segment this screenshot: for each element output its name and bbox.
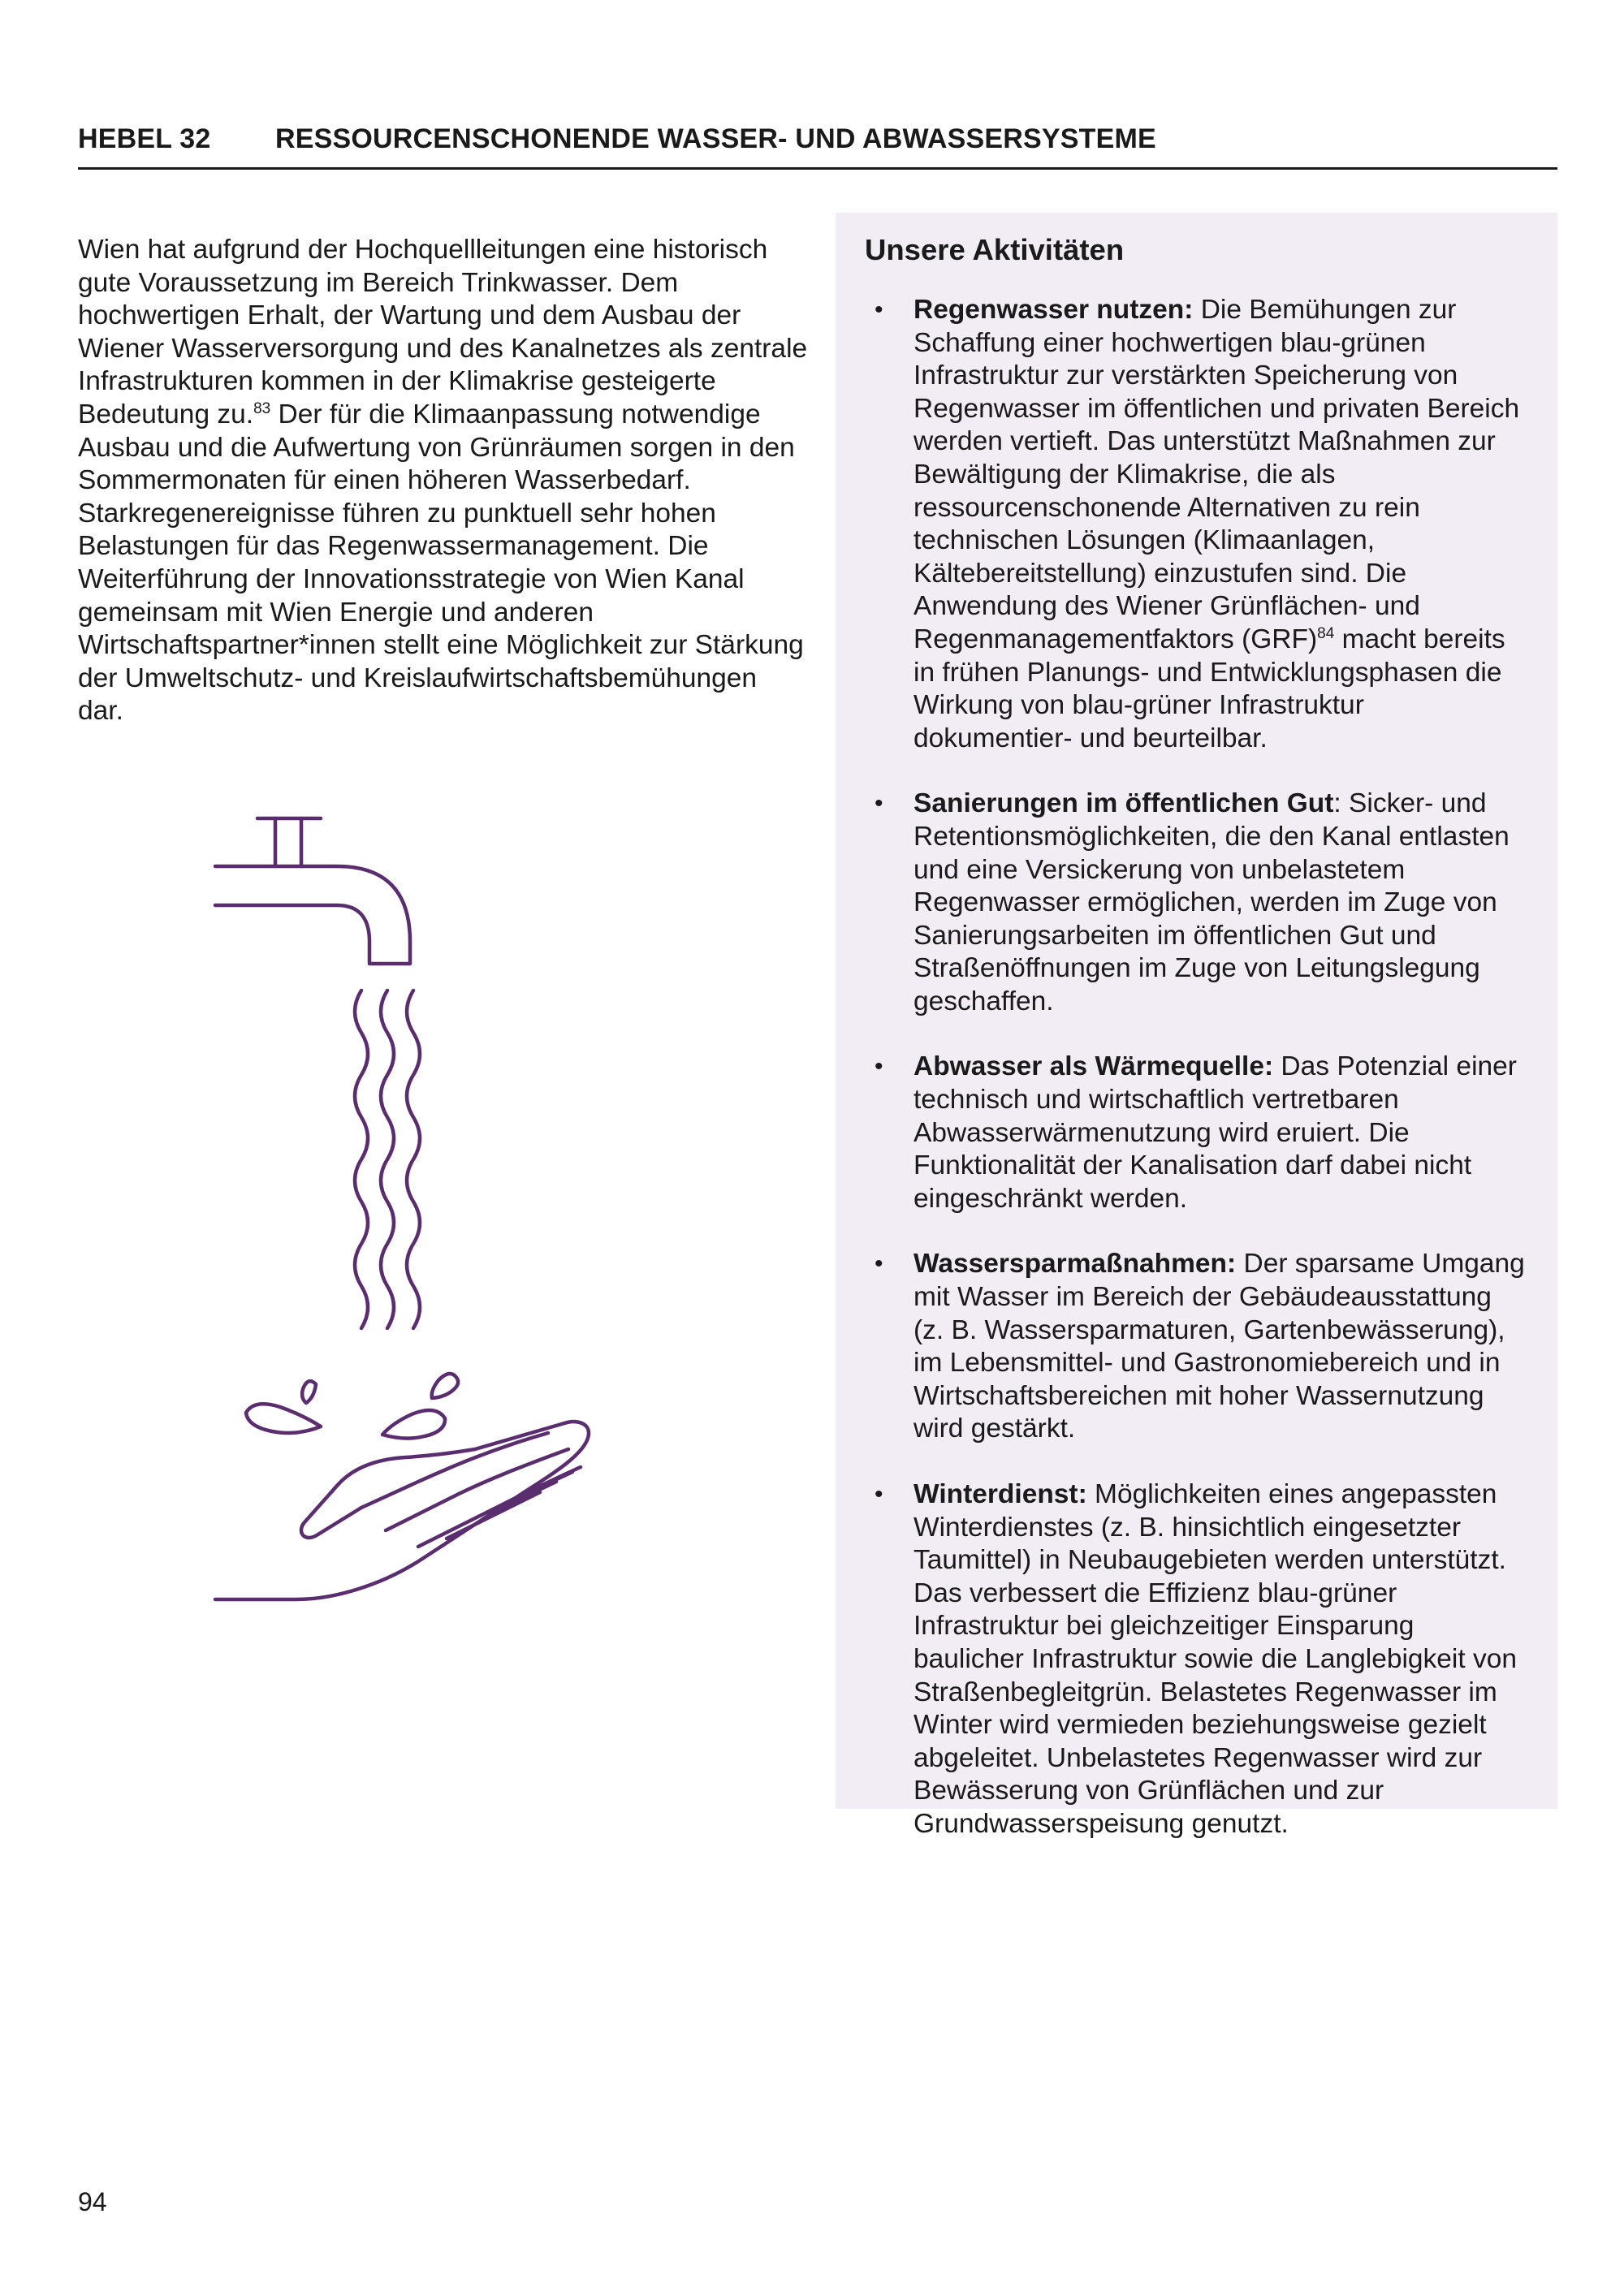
activity-rainwater xyxy=(865,294,1527,755)
hand-finger-4 xyxy=(447,1492,540,1539)
activity-text: : Sicker- und Retentionsmöglichkeiten, die den Kanal entlasten und eine Versickerung von unbelastetem Regenwasser ermöglichen, werden im Zuge von Sanierungsarbeiten im öffentlichen Gut und Straßenöffnungen im Zuge von Leitungslegung geschaffen. xyxy=(914,788,1510,1016)
droplet-center xyxy=(382,1410,445,1439)
tap-spout xyxy=(215,866,410,964)
activity-wastewater-heat xyxy=(865,1051,1527,1215)
droplet-left xyxy=(246,1404,321,1433)
activity-text: Die Bemühungen zur Schaffung einer hochwertigen blau-grünen Infrastruktur zur verstärkten Speicherung von Regenwasser im öffentlichen und privaten Bereich werden vertieft. Das unterstützt Maßnahmen zur Bewältigung der Klimakrise, die als ressourcenschonende Alternativen zu rein technischen Lösungen (Klimaanlagen, Kältebereitstellung) einzustufen sind. Die Anwendung des Wiener Grünflächen- und Regenmanagementfaktors (GRF) xyxy=(914,295,1520,654)
activity-text: Möglichkeiten eines angepassten Winterdienstes (z. B. hinsichtlich eingesetzter Taumittel) in Neubaugebieten werden unterstützt. Das verbessert die Effizienz blau-grüner Infrastruktur bei gleichzeitiger Einsparung baulicher Infrastruktur sowie die Langlebigkeit von Straßenbegleitgrün. Belastetes Regenwasser im Winter wird vermieden beziehungsweise gezielt abgeleitet. Unbelastetes Regenwasser wird zur Bewässerung von Grünflächen und zur Grundwasserspeisung genutzt. xyxy=(914,1479,1518,1839)
bullet-icon: • xyxy=(875,296,883,323)
intro-text: Wien hat aufgrund der Hochquellleitungen eine historisch gute Voraussetzung im Bereich Trinkwasser. Dem hochwertigen Erhalt, der Wartung und dem Ausbau der Wiener Wasserversorgung und des Kanalnetzes als zentrale Infrastrukturen kommen in der Klimakrise gesteigerte Bedeutung zu. xyxy=(78,235,808,429)
activity-label: Abwasser als Wärmequelle: xyxy=(914,1051,1274,1082)
hand-outline xyxy=(215,1422,589,1599)
activities-box xyxy=(836,213,1557,1839)
hand-finger-5 xyxy=(491,1482,556,1513)
droplet-upper-left xyxy=(302,1381,316,1403)
activities-title: Unsere Aktivitäten xyxy=(865,233,1125,266)
activity-winter-service xyxy=(865,1478,1527,1841)
intro-paragraph xyxy=(78,234,809,728)
activities-list xyxy=(865,294,1527,1841)
activity-public-renovation xyxy=(865,788,1527,1018)
page-number: 94 xyxy=(78,2187,107,2216)
activity-label: Wassersparmaßnahmen: xyxy=(914,1249,1237,1280)
intro-text-continued: Der für die Klimaanpassung notwendige Ausbau und die Aufwertung von Grünräumen sorgen in den Sommermonaten für einen höheren Wasserbedarf. Starkregenereignisse führen zu punktuell sehr hohen Belastungen für das Regenwassermanagement. Die Weiterführung der Innovationsstrategie von Wien Kanal gemeinsam mit Wien Energie und anderen Wirtschaftspartner*innen stellt eine Möglichkeit zur Stärkung der Umweltschutz- und Kreislaufwirtschaftsbemühungen dar. xyxy=(78,399,804,727)
bullet-icon: • xyxy=(875,790,883,818)
activity-text: Das Potenzial einer technisch und wirtschaftlich vertretbaren Abwasserwärmenutzung wird eruiert. Die Funktionalität der Kanalisation darf dabei nicht eingeschränkt werden. xyxy=(914,1051,1517,1214)
water-stream-left xyxy=(355,990,368,1328)
header-divider xyxy=(78,167,1557,170)
activity-water-saving xyxy=(865,1248,1527,1446)
bullet-icon: • xyxy=(875,1250,883,1278)
footnote-ref-83: 83 xyxy=(253,399,271,417)
page-title: RESSOURCENSCHONENDE WASSER- UND ABWASSERSYSTEME xyxy=(275,123,1156,154)
activity-label: Sanierungen im öffentlichen Gut xyxy=(914,788,1334,819)
droplet-right xyxy=(432,1374,458,1398)
footnote-ref-84: 84 xyxy=(1317,624,1335,642)
page-header xyxy=(78,123,1557,155)
water-stream-middle xyxy=(381,990,394,1328)
activity-text: Der sparsame Umgang mit Wasser im Bereich der Gebäudeausstattung (z. B. Wassersparmaturen, Gartenbewässerung), im Lebensmittel- und Gastronomiebereich und in Wirtschaftsbereichen mit hoher Wassernutzung wird gestärkt. xyxy=(914,1249,1525,1444)
activity-label: Regenwasser nutzen: xyxy=(914,295,1194,325)
bullet-icon: • xyxy=(875,1053,883,1081)
activity-label: Winterdienst: xyxy=(914,1479,1087,1509)
water-tap-hand-icon xyxy=(207,808,605,1616)
lever-number: HEBEL 32 xyxy=(78,123,211,154)
water-stream-right xyxy=(407,990,420,1328)
activity-text-continued: macht bereits in frühen Planungs- und Entwicklungsphasen die Wirkung von blau-grüner Infrastruktur dokumentier- und beurteilbar. xyxy=(914,624,1505,753)
bullet-icon: • xyxy=(875,1481,883,1508)
